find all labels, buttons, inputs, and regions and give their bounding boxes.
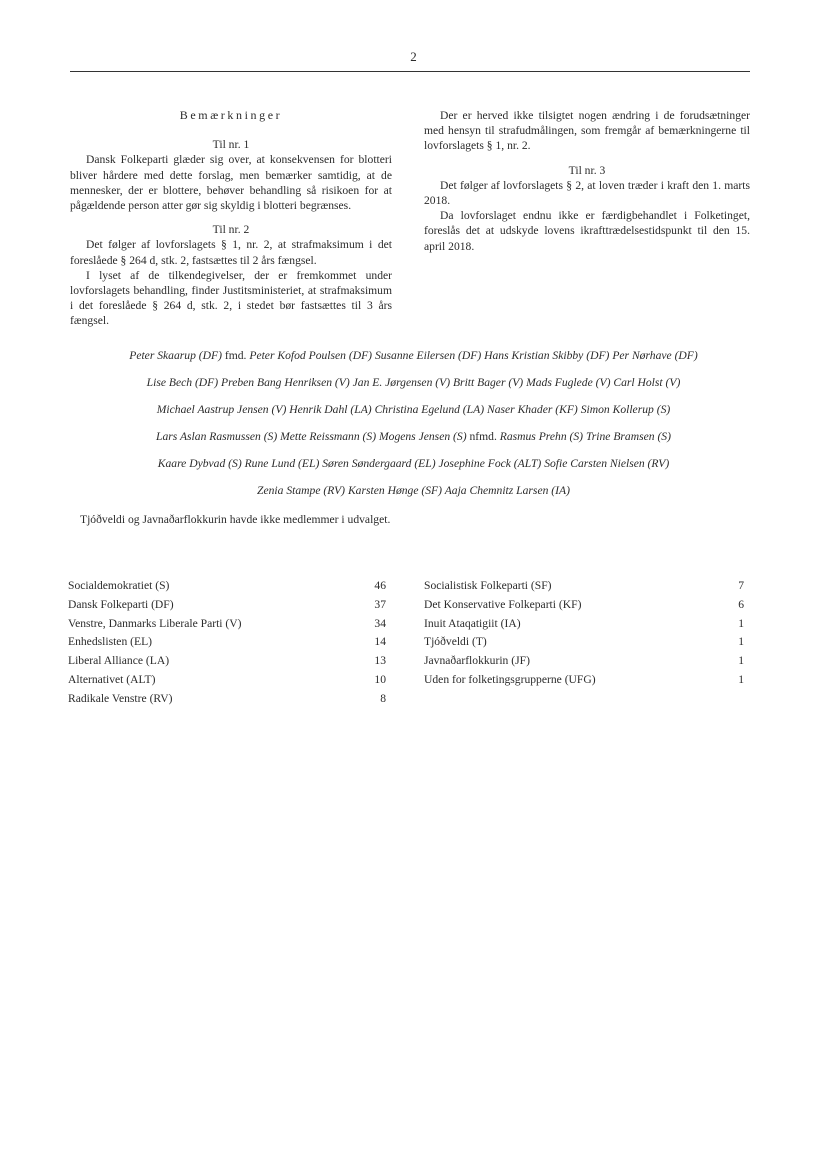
member-name: Naser Khader (KF) — [486, 403, 578, 416]
party-row — [68, 596, 386, 615]
party-row — [68, 577, 386, 596]
member-name: Rasmus Prehn (S) — [499, 430, 584, 443]
header-rule — [70, 71, 750, 72]
remarks-left-column — [70, 108, 392, 329]
party-row — [68, 615, 386, 634]
party-name: Uden for folketingsgrupperne (UFG) — [424, 672, 596, 686]
member-name: Rune Lund (EL) — [244, 457, 320, 470]
member-name: Simon Kollerup (S) — [580, 403, 671, 416]
party-row — [68, 652, 386, 671]
member-line-6 — [50, 481, 777, 508]
party-seat-count: 1 — [738, 616, 744, 630]
member-name: Mette Reissmann (S) — [280, 430, 377, 443]
member-name: Karsten Hønge (SF) — [347, 484, 442, 497]
member-line-2 — [50, 373, 777, 400]
remarks-right-column — [424, 108, 750, 254]
party-name: Liberal Alliance (LA) — [68, 654, 170, 668]
member-name: Britt Bager (V) — [452, 376, 524, 389]
member-line-4 — [50, 427, 777, 454]
section-title-3: Til nr. 3 — [568, 163, 606, 177]
party-seat-count: 8 — [380, 691, 386, 705]
member-name: Preben Bang Henriksen (V) — [221, 376, 350, 389]
party-seat-count: 1 — [738, 654, 744, 668]
party-name: Dansk Folkeparti (DF) — [68, 597, 174, 611]
member-name: Mads Fuglede (V) — [526, 376, 611, 389]
member-name: Peter Kofod Poulsen (DF) — [249, 349, 373, 362]
page-number: 2 — [410, 49, 417, 64]
party-seat-count: 46 — [374, 579, 386, 592]
party-seat-count: 13 — [374, 654, 386, 668]
party-name: Socialdemokratiet (S) — [68, 579, 170, 592]
member-name: Mogens Jensen (S) — [378, 430, 467, 443]
member-name: Michael Aastrup Jensen (V) — [156, 403, 287, 416]
member-name: Hans Kristian Skibby (DF) — [484, 349, 610, 362]
spacer — [424, 154, 750, 163]
member-line-1 — [50, 346, 777, 373]
party-list-left — [68, 577, 386, 709]
party-seat-count: 1 — [738, 635, 744, 649]
party-name: Inuit Ataqatigiit (IA) — [424, 616, 521, 630]
party-row — [424, 577, 744, 596]
party-seat-count: 34 — [374, 616, 386, 630]
member-name: Zenia Stampe (RV) — [257, 484, 346, 497]
party-row — [424, 633, 744, 652]
party-row — [68, 633, 386, 652]
party-row — [424, 596, 744, 615]
member-name: Jan E. Jørgensen (V) — [352, 376, 451, 389]
member-name: Josephine Fock (ALT) — [438, 457, 542, 470]
party-seat-count: 37 — [374, 597, 386, 611]
member-name: Trine Bramsen (S) — [585, 430, 671, 443]
member-name: Aaja Chemnitz Larsen (IA) — [444, 484, 570, 497]
member-line-3 — [50, 400, 777, 427]
member-name: Christina Egelund (LA) — [374, 403, 485, 416]
member-name: Peter Skaarup (DF) — [129, 349, 222, 362]
member-name: Sofie Carsten Nielsen (RV) — [544, 457, 670, 470]
remarks-heading: Bemærkninger — [179, 108, 283, 122]
member-name: Lars Aslan Rasmussen (S) — [156, 430, 278, 443]
section-title-1: Til nr. 1 — [212, 138, 250, 152]
member-name: Carl Holst (V) — [613, 376, 681, 389]
party-name: Radikale Venstre (RV) — [68, 691, 173, 705]
member-name: Henrik Dahl (LA) — [289, 403, 372, 416]
party-row — [424, 652, 744, 671]
section1-paragraph-1: Dansk Folkeparti glæder sig over, at konsekvensen for blotteri bliver hårdere med dette forslag, men bemærker samtidig, at de mennesker, der er blottere, behøver behandling så risikoen for at pågældende person atter gør sig skyldig i blotteri begrænses. — [70, 153, 392, 213]
member-name: Lise Bech (DF) — [146, 376, 219, 389]
party-seat-count: 14 — [374, 635, 386, 649]
section3-paragraph-2: Da lovforslaget endnu ikke er færdigbehandlet i Folketinget, foreslås det at udskyde lovens ikrafttrædelsestidspunkt til den 15. april 2018. — [424, 209, 750, 253]
section2-paragraph-2: I lyset af de tilkendegivelser, der er fremkommet under lovforslagets behandling, finder Justitsministeriet, at strafmaksimum i det foreslåede § 264 d, stk. 2, i stedet bør fastsættes til 3 års fængsel. — [70, 268, 392, 328]
party-seat-count: 10 — [374, 672, 386, 686]
party-name: Socialistisk Folkeparti (SF) — [424, 579, 552, 592]
member-name: Per Nørhave (DF) — [612, 349, 698, 362]
party-seat-count: 1 — [738, 672, 744, 686]
section3-paragraph-1: Det følger af lovforslagets § 2, at loven træder i kraft den 1. marts 2018. — [424, 178, 750, 208]
spacer — [70, 213, 392, 222]
section-title-2: Til nr. 2 — [212, 223, 250, 237]
party-seat-count: 6 — [738, 597, 744, 611]
party-row — [424, 671, 744, 690]
section2-paragraph-3: Der er herved ikke tilsigtet nogen ændring i de forudsætninger med hensyn til strafudmålingen, som fremgår af bemærkningerne til lovforslagets § 1, nr. 2. — [424, 109, 750, 153]
party-name: Det Konservative Folkeparti (KF) — [424, 597, 582, 611]
member-line-5 — [50, 454, 777, 481]
member-name: Søren Søndergaard (EL) — [322, 457, 436, 470]
member-role: fmd. — [224, 349, 247, 362]
party-list-right — [424, 577, 744, 690]
member-name: Kaare Dybvad (S) — [157, 457, 242, 470]
party-name: Venstre, Danmarks Liberale Parti (V) — [68, 616, 242, 630]
party-row — [68, 690, 386, 709]
party-seat-count: 7 — [738, 579, 744, 592]
party-row — [424, 615, 744, 634]
committee-members — [50, 346, 777, 508]
member-role: nfmd. — [469, 430, 497, 443]
party-row — [68, 671, 386, 690]
member-name: Susanne Eilersen (DF) — [374, 349, 482, 362]
party-name: Alternativet (ALT) — [68, 672, 156, 686]
party-name: Enhedslisten (EL) — [68, 635, 153, 649]
membership-note: Tjóðveldi og Javnaðarflokkurin havde ikke medlemmer i udvalget. — [80, 513, 391, 526]
section2-paragraph-1: Det følger af lovforslagets § 1, nr. 2, at strafmaksimum i det foreslåede § 264 d, stk. 2, fastsættes til 2 års fængsel. — [70, 238, 392, 267]
party-name: Tjóðveldi (T) — [424, 635, 487, 649]
party-name: Javnaðarflokkurin (JF) — [424, 654, 530, 668]
